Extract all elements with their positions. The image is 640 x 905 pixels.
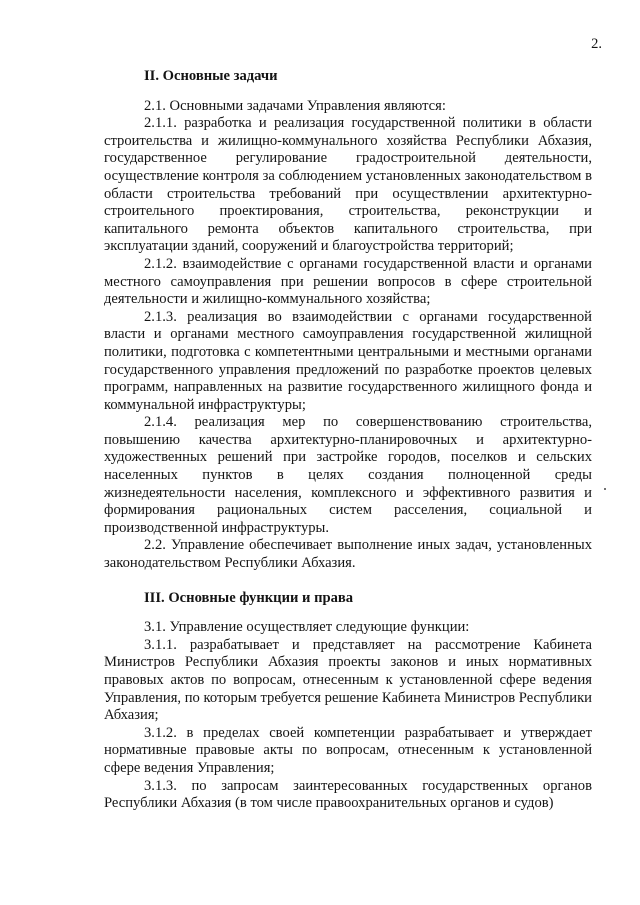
paragraph-2-1-2: 2.1.2. взаимодействие с органами государственной власти и органами местного самоуправления при решении вопросов в сфере строительной деятельности и жилищно-коммунального хозяйства; — [104, 255, 592, 308]
section-title-tasks: II. Основные задачи — [144, 68, 278, 84]
paragraph-3-1-3: 3.1.3. по запросам заинтересованных государственных органов Республики Абхазия (в том числе правоохранительных органов и судов) — [104, 777, 592, 812]
paragraph-3-1-1: 3.1.1. разрабатывает и представляет на рассмотрение Кабинета Министров Республики Абхазия проекты законов и иных нормативных правовых актов по вопросам, отнесенным к установленной сфере ведения Управления, по которым требуется решение Кабинета Министров Республики Абхазия; — [104, 636, 592, 724]
paragraph-2-1-4: 2.1.4. реализация мер по совершенствованию строительства, повышению качества архитектурно-планировочных и архитектурно-художественных решений при застройке городов, поселков и сельских населенных пунктов в целях создания полноценной среды жизнедеятельности населения, комплексного и эффективного развития и формирования рациональных систем расселения, социальной и производственной инфраструктуры. — [104, 414, 592, 536]
page-number: 2. — [591, 36, 602, 52]
paragraph-2-1-3: 2.1.3. реализация во взаимодействии с органами государственной власти и органами местного самоуправления государственной жилищной политики, подготовка с компетентными центральными и местными органами государственного управления предложений по разработке проектов целевых программ, направленных на развитие государственного жилищного фонда и коммунальной инфраструктуры; — [104, 308, 592, 413]
section-title-functions: III. Основные функции и права — [144, 589, 354, 606]
paragraph-2-1: 2.1. Основными задачами Управления являются: — [144, 97, 446, 114]
scan-speck — [604, 488, 606, 490]
paragraph-3-1-2: 3.1.2. в пределах своей компетенции разрабатывает и утверждает нормативные правовые акты по вопросам, отнесенным к установленной сфере ведения Управления; — [104, 724, 592, 776]
paragraph-2-1-1: 2.1.1. разработка и реализация государственной политики в области строительства и жилищно-коммунального хозяйства Республики Абхазия, государственное регулирование градостроительной деятельности, осуществление контроля за соблюдением установленных законодательством в области строительства требований при осуществлении архитектурно-строительного проектирования, строительства, реконструкции и капитального ремонта объектов капитального строительства, при эксплуатации зданий, сооружений и благоустройства территорий; — [104, 115, 592, 255]
paragraph-2-2: 2.2. Управление обеспечивает выполнение иных задач, установленных законодательством Республики Абхазия. — [104, 537, 592, 572]
document-body — [104, 68, 592, 813]
paragraph-3-1: 3.1. Управление осуществляет следующие функции: — [144, 619, 470, 636]
